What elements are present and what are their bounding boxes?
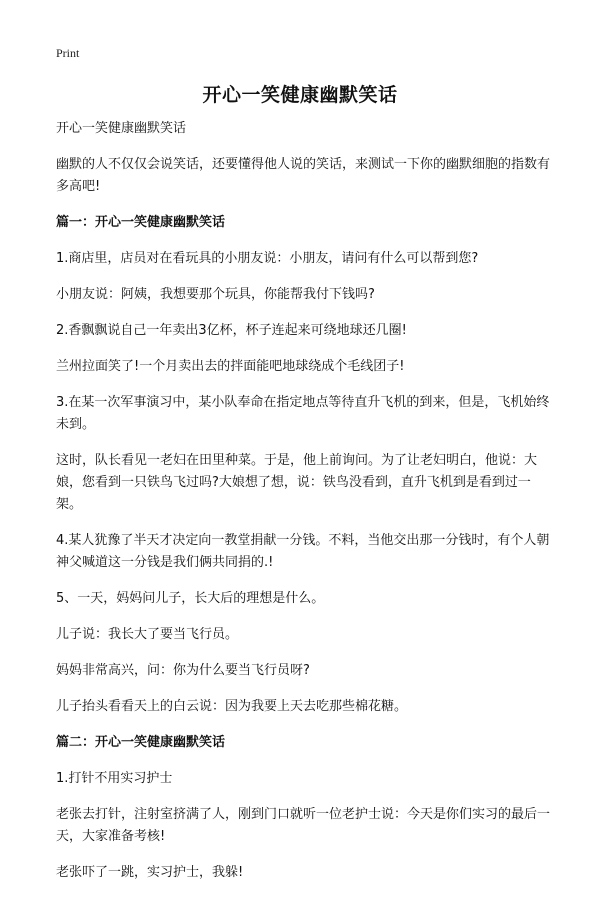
- paragraph: 兰州拉面笑了!一个月卖出去的拌面能吧地球绕成个毛线团子!: [56, 359, 405, 374]
- paragraph: 3.在某一次军事演习中，某小队奉命在指定地点等待直升飞机的到来，但是，飞机始终未到。: [56, 395, 550, 432]
- paragraph: 1.打针不用实习护士: [56, 771, 173, 786]
- section-heading-2: 篇二：开心一笑健康幽默笑话: [56, 735, 226, 750]
- intro-paragraph: 幽默的人不仅仅会说笑话，还要懂得他人说的笑话，来测试一下你的幽默细胞的指数有多高吧!: [56, 157, 551, 194]
- article-body: [56, 118, 554, 898]
- paragraph: 2.香飘飘说自己一年卖出3亿杯，杯子连起来可绕地球还几圈!: [56, 323, 407, 338]
- paragraph: 1.商店里，店员对在看玩具的小朋友说：小朋友，请问有什么可以帮到您?: [56, 251, 479, 266]
- page-title: 开心一笑健康幽默笑话: [202, 84, 398, 106]
- print-link[interactable]: Print: [56, 46, 80, 60]
- paragraph: 小朋友说：阿姨，我想要那个玩具，你能帮我付下钱吗?: [56, 287, 375, 302]
- article-subtitle: 开心一笑健康幽默笑话: [56, 121, 187, 136]
- paragraph: 这时，队长看见一老妇在田里种菜。于是，他上前询问。为了让老妇明白，他说：大娘，您看到一只铁鸟飞过吗?大娘想了想，说：铁鸟没看到，直升飞机到是看到过一架。: [56, 453, 538, 512]
- paragraph: 儿子抬头看看天上的白云说：因为我要上天去吃那些棉花糖。: [56, 699, 408, 714]
- paragraph: 5、一天，妈妈问儿子，长大后的理想是什么。: [56, 591, 325, 606]
- section-heading-1: 篇一：开心一笑健康幽默笑话: [56, 215, 226, 230]
- paragraph: 妈妈非常高兴，问：你为什么要当飞行员呀?: [56, 663, 310, 678]
- paragraph: 老张去打针，注射室挤满了人，刚到门口就听一位老护士说：今天是你们实习的最后一天，大家准备考核!: [56, 807, 551, 844]
- paragraph: 老张吓了一跳，实习护士，我躲!: [56, 865, 244, 880]
- paragraph: 4.某人犹豫了半天才决定向一教堂捐献一分钱。不料，当他交出那一分钱时，有个人朝神父喊道这一分钱是我们俩共同捐的.!: [56, 533, 550, 570]
- paragraph: 儿子说：我长大了要当飞行员。: [56, 627, 239, 642]
